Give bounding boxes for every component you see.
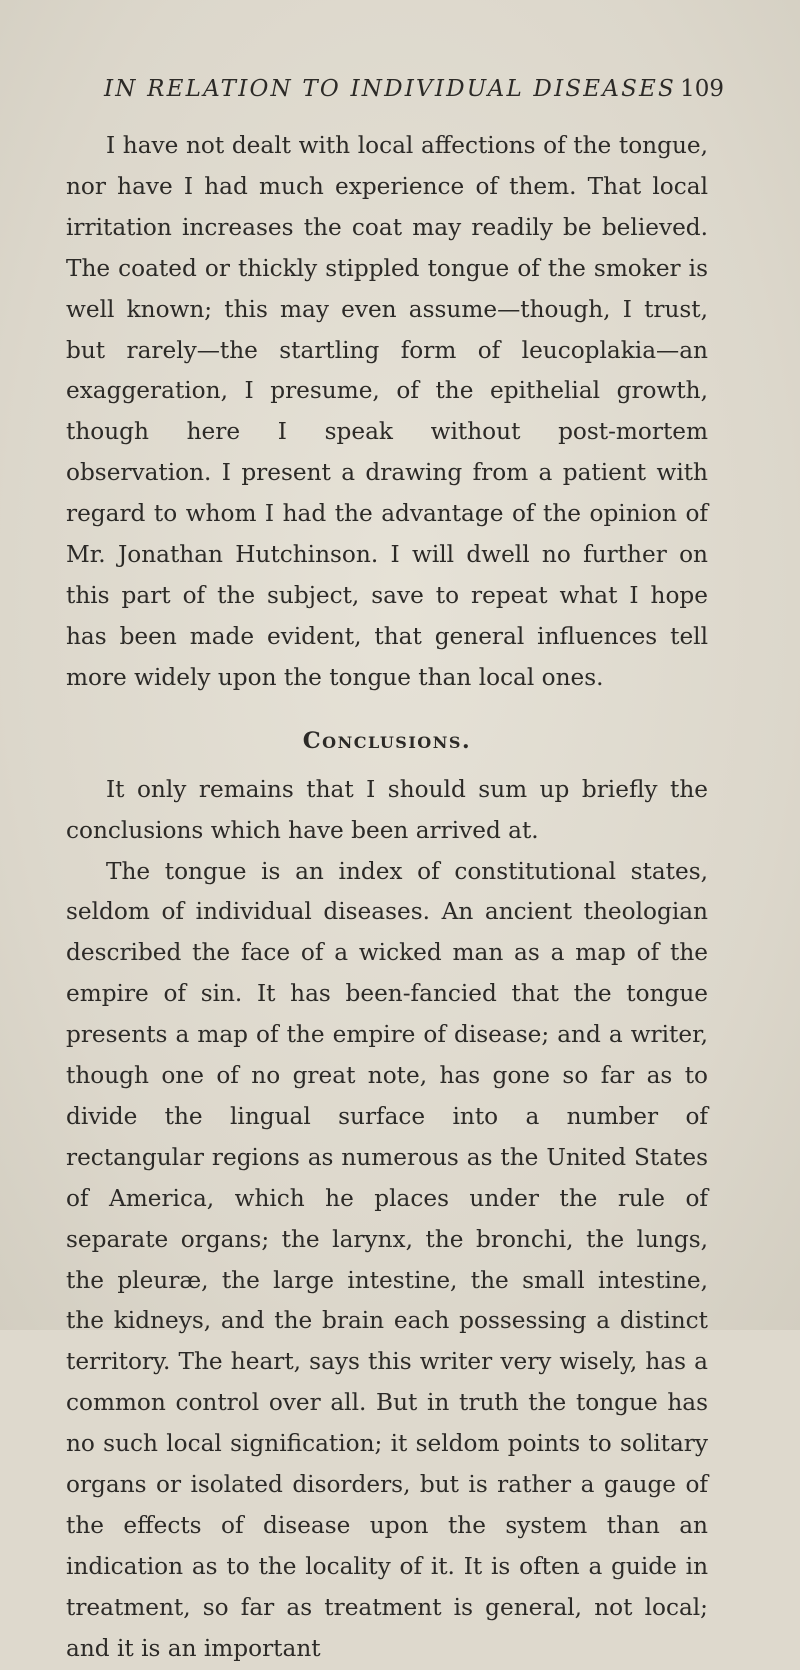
- running-title: IN RELATION TO INDIVIDUAL DISEASES: [104, 76, 677, 102]
- paragraph-local-affections: I have not dealt with local affections of the tongue, nor have I had much experience of them. That local irritation increases the coat may readily be believed. The coated or thickly stippled tongue of the smoker is well known; this may even assume—though, I trust, but rarely—the startling form of leucoplakia—an exaggeration, I presume, of the epithelial growth, though here I speak without post-mortem observation. I present a drawing from a patient with regard to whom I had the advantage of the opinion of Mr. Jonathan Hutchinson. I will dwell no further on this part of the subject, save to repeat what I hope has been made evident, that general influences tell more widely upon the tongue than local ones.: [66, 132, 708, 691]
- paragraph-sum-up: It only remains that I should sum up briefly the conclusions which have been arrived at.: [66, 775, 708, 844]
- paragraph-tongue-index: The tongue is an index of constitutional states, seldom of individual diseases. An ancient theologian described the face of a wicked man as a map of the empire of sin. It has been-fancied that the tongue presents a map of the empire of disease; and a writer, though one of no great note, has gone so far as to divide the lingual surface into a number of rectangular regions as numerous as the United States of America, which he places under the rule of separate organs; the larynx, the bronchi, the lungs, the pleuræ, the large intestine, the small intestine, the kidneys, and the brain each possessing a distinct territory. The heart, says this writer very wisely, has a common control over all. But in truth the tongue has no such local signification; it seldom points to solitary organs or isolated disorders, but is rather a gauge of the effects of disease upon the system than an indication as to the locality of it. It is often a guide in treatment, so far as treatment is general, not local; and it is an important: [66, 857, 708, 1662]
- running-header: [104, 76, 724, 116]
- page-number: 109: [680, 76, 724, 102]
- body-text: [66, 126, 708, 1670]
- section-heading-conclusions: Conclusions.: [302, 727, 472, 754]
